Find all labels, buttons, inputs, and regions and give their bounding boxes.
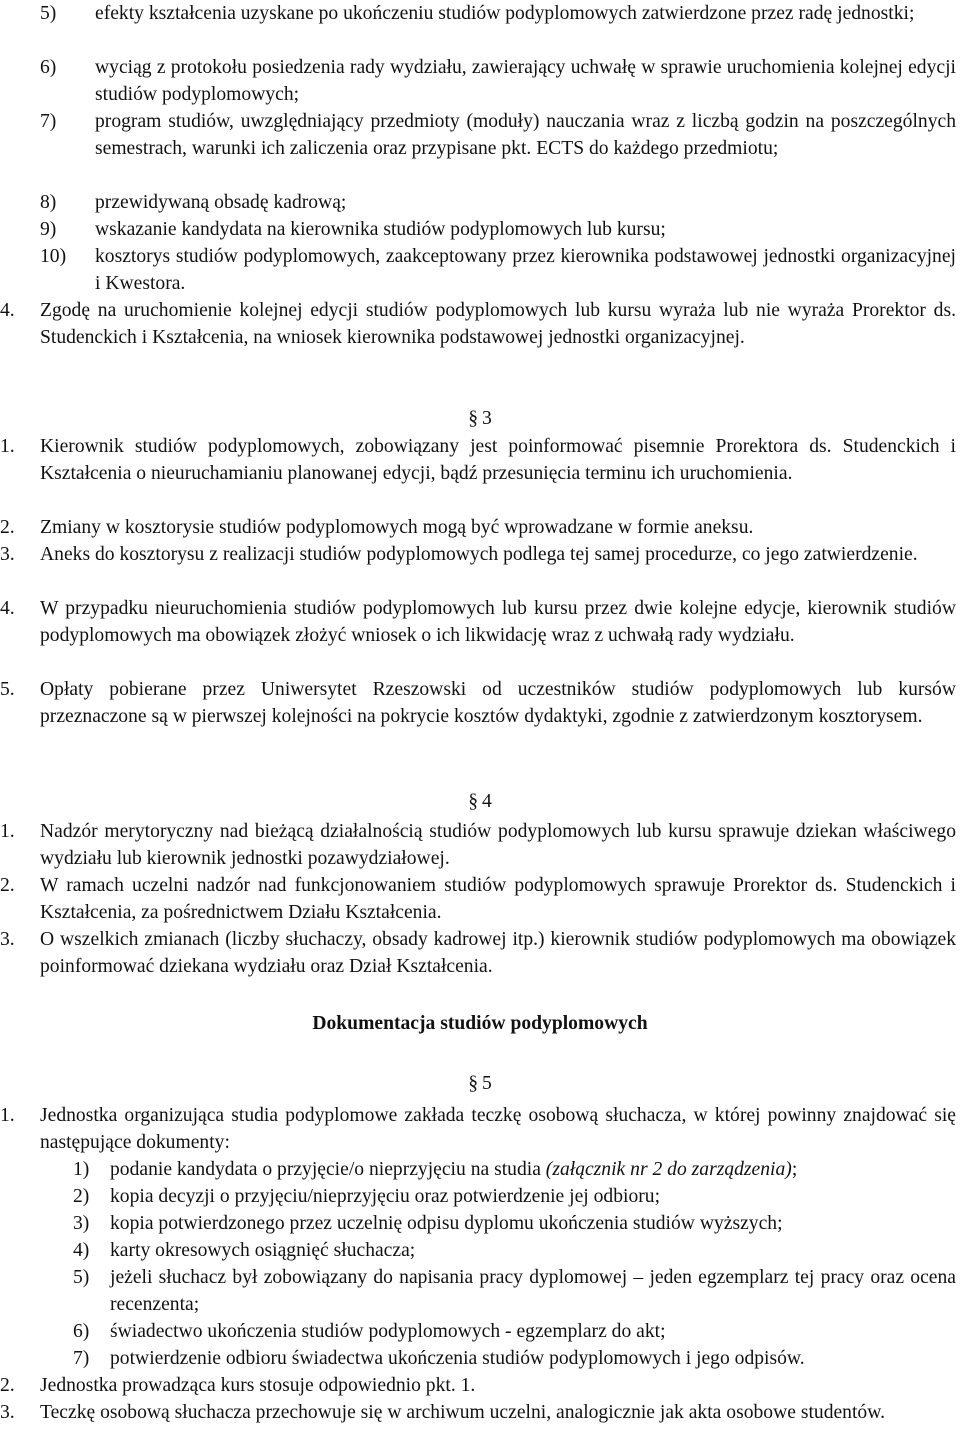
item-text: kopia potwierdzonego przez uczelnię odpisu dyplomu ukończenia studiów wyższych;: [110, 1213, 783, 1234]
sub-list-item: [0, 1237, 956, 1264]
list-item: [0, 0, 956, 27]
item-number: 3.: [0, 929, 15, 950]
list-item: [0, 1102, 956, 1156]
item-number: 9): [40, 219, 57, 240]
sub-list-item: [0, 1264, 956, 1318]
list-item: [0, 514, 956, 541]
item-text: wyciąg z protokołu posiedzenia rady wydziału, zawierający uchwałę w sprawie uruchomienia kolejnej edycji studiów podyplomowych;: [95, 57, 956, 105]
item-number: 2): [73, 1186, 90, 1207]
sub-list-item: [0, 1183, 956, 1210]
sub-list-item: [0, 1210, 956, 1237]
item-text-italic: (załącznik nr 2 do zarządzenia): [545, 1159, 792, 1180]
item-text: kosztorys studiów podyplomowych, zaakceptowany przez kierownika podstawowej jednostki organizacyjnej i Kwestora.: [95, 246, 956, 294]
item-number: 5.: [0, 679, 15, 700]
item-number: 1.: [0, 821, 15, 842]
item-number: 2.: [0, 517, 15, 538]
list-item: [0, 1399, 956, 1426]
paragraph-point-4: [0, 297, 956, 351]
item-text-main: podanie kandydata o przyjęcie/o nieprzyjęciu na studia: [110, 1159, 546, 1180]
list-item: [0, 1372, 956, 1399]
item-number: 5): [73, 1267, 90, 1288]
item-number: 3.: [0, 544, 15, 565]
section-3-header: [0, 405, 960, 432]
item-text: Zgodę na uruchomienie kolejnej edycji studiów podyplomowych lub kursu wyraża lub nie wyraża Prorektor ds. Studenckich i Kształcenia, na wniosek kierownika podstawowej jednostki organizacyjnej.: [40, 300, 956, 348]
item-number: 4.: [0, 598, 15, 619]
section-symbol: §: [468, 791, 478, 812]
item-number: 5): [40, 3, 57, 24]
list-item: [0, 676, 956, 730]
section-number: 3: [482, 408, 492, 429]
item-text: jeżeli słuchacz był zobowiązany do napisania pracy dyplomowej – jeden egzemplarz tej pracy oraz ocena recenzenta;: [110, 1267, 956, 1315]
item-text: świadectwo ukończenia studiów podyplomowych - egzemplarz do akt;: [110, 1321, 666, 1342]
item-text: Kierownik studiów podyplomowych, zobowiązany jest poinformować pisemnie Prorektora ds. Studenckich i Kształcenia o nieuruchamianiu planowanej edycji, bądź przesunięcia terminu ich uruchomienia.: [40, 436, 956, 484]
section-symbol: §: [468, 1073, 478, 1094]
list-item: [0, 243, 956, 297]
list-item: [0, 818, 956, 872]
list-item: [0, 216, 956, 243]
item-text: wskazanie kandydata na kierownika studiów podyplomowych lub kursu;: [95, 219, 666, 240]
section-number: 5: [482, 1073, 492, 1094]
item-text: przewidywaną obsadę kadrową;: [95, 192, 347, 213]
item-text: Jednostka prowadząca kurs stosuje odpowiednio pkt. 1.: [40, 1375, 476, 1396]
item-text: Opłaty pobierane przez Uniwersytet Rzeszowski od uczestników studiów podyplomowych lub kursów przeznaczone są w pierwszej kolejności na pokrycie kosztów dydaktyki, zgodnie z zatwierdzonym kosztorysem.: [40, 679, 956, 727]
item-text: program studiów, uwzględniający przedmioty (moduły) nauczania wraz z liczbą godzin na poszczególnych semestrach, warunki ich zaliczenia oraz przypisane pkt. ECTS do każdego przedmiotu;: [95, 111, 956, 159]
section-4-header: [0, 788, 960, 815]
item-text: efekty kształcenia uzyskane po ukończeniu studiów podyplomowych zatwierdzone przez radę jednostki;: [95, 3, 915, 24]
item-number: 2.: [0, 875, 15, 896]
item-number: 7): [40, 111, 57, 132]
list-item: [0, 595, 956, 649]
item-number: 7): [73, 1348, 90, 1369]
sub-list-item: [0, 1318, 956, 1345]
item-text: O wszelkich zmianach (liczby słuchaczy, obsady kadrowej itp.) kierownik studiów podyplomowych ma obowiązek poinformować dziekana wydziału oraz Dział Kształcenia.: [40, 929, 956, 977]
list-item: [0, 189, 956, 216]
item-text: W ramach uczelni nadzór nad funkcjonowaniem studiów podyplomowych sprawuje Prorektor ds. Studenckich i Kształcenia, za pośrednictwem Działu Kształcenia.: [40, 875, 956, 923]
section-heading: Dokumentacja studiów podyplomowych: [312, 1013, 648, 1034]
item-number: 8): [40, 192, 57, 213]
section-5-header: [0, 1070, 960, 1097]
list-item: [0, 108, 956, 162]
item-text: W przypadku nieuruchomienia studiów podyplomowych lub kursu przez dwie kolejne edycje, kierownik studiów podyplomowych ma obowiązek złożyć wniosek o ich likwidację wraz z uchwałą rady wydziału.: [40, 598, 956, 646]
item-number: 2.: [0, 1375, 15, 1396]
item-number: 1.: [0, 1105, 15, 1126]
item-text: Zmiany w kosztorysie studiów podyplomowych mogą być wprowadzane w formie aneksu.: [40, 517, 754, 538]
list-item: [0, 433, 956, 487]
item-text: kopia decyzji o przyjęciu/nieprzyjęciu oraz potwierdzenie jej odbioru;: [110, 1186, 661, 1207]
section-number: 4: [482, 791, 492, 812]
item-text: karty okresowych osiągnięć słuchacza;: [110, 1240, 416, 1261]
list-item: [0, 926, 956, 980]
list-item: [0, 54, 956, 108]
item-number: 6): [40, 57, 57, 78]
item-number: 6): [73, 1321, 90, 1342]
item-text: [110, 1156, 956, 1183]
list-item: [0, 872, 956, 926]
item-text: Teczkę osobową słuchacza przechowuje się w archiwum uczelni, analogicznie jak akta osobowe studentów.: [40, 1402, 885, 1423]
sub-list-item: [0, 1345, 956, 1372]
item-text: Aneks do kosztorysu z realizacji studiów podyplomowych podlega tej samej procedurze, co jego zatwierdzenie.: [40, 544, 918, 565]
section-symbol: §: [468, 408, 478, 429]
item-text-tail: ;: [791, 1159, 798, 1180]
item-number: 4.: [0, 300, 15, 321]
item-text: Jednostka organizująca studia podyplomowe zakłada teczkę osobową słuchacza, w której powinny znajdować się następujące dokumenty:: [40, 1105, 956, 1153]
sub-list-item: [0, 1156, 956, 1183]
item-number: 4): [73, 1240, 90, 1261]
item-number: 1.: [0, 436, 15, 457]
item-text: Nadzór merytoryczny nad bieżącą działalnością studiów podyplomowych lub kursu sprawuje dziekan właściwego wydziału lub kierownik jednostki pozawydziałowej.: [40, 821, 956, 869]
item-text: potwierdzenie odbioru świadectwa ukończenia studiów podyplomowych i jego odpisów.: [110, 1348, 805, 1369]
list-item: [0, 541, 956, 568]
item-number: 3): [73, 1213, 90, 1234]
item-number: 10): [40, 246, 67, 267]
item-number: 3.: [0, 1402, 15, 1423]
item-number: 1): [73, 1159, 90, 1180]
